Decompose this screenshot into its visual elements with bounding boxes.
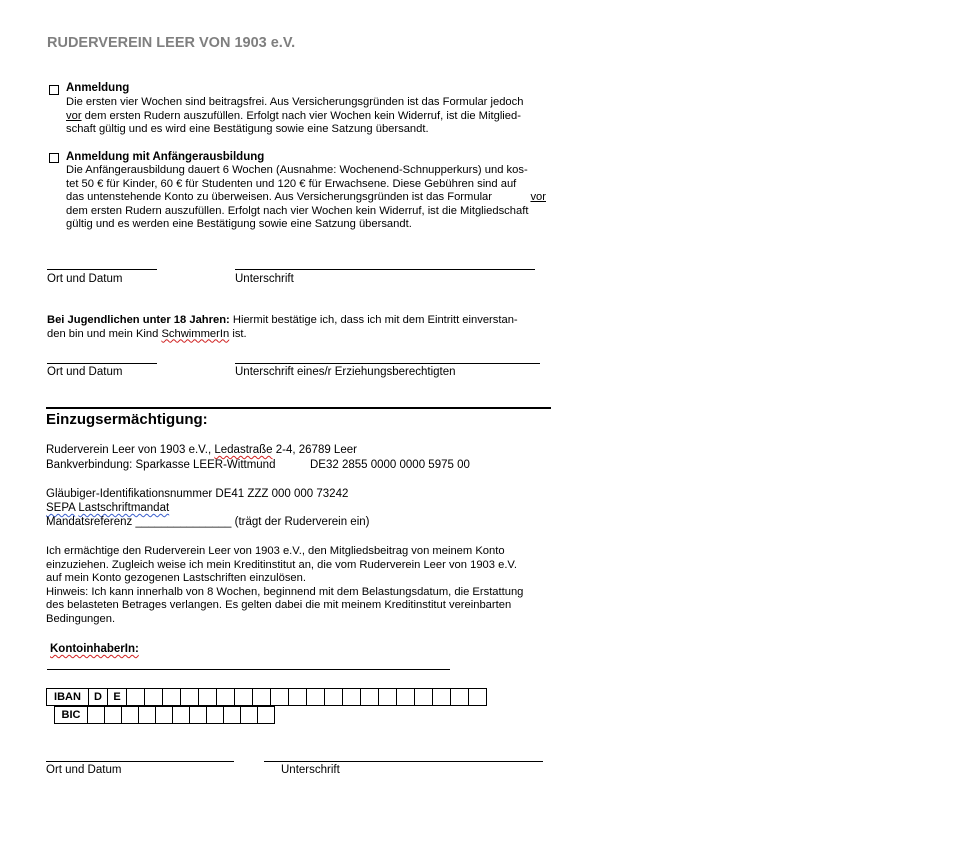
bic-box[interactable] bbox=[122, 707, 139, 723]
club-address: Ruderverein Leer von 1903 e.V., Ledastraße 2-4, 26789 Leer bbox=[46, 444, 357, 456]
account-holder-line[interactable] bbox=[47, 669, 450, 670]
iban-box[interactable] bbox=[307, 689, 325, 705]
bic-box[interactable] bbox=[88, 707, 105, 723]
bic-box[interactable] bbox=[207, 707, 224, 723]
iban-box[interactable] bbox=[343, 689, 361, 705]
iban-box[interactable] bbox=[217, 689, 235, 705]
place-date-line[interactable] bbox=[47, 269, 157, 270]
guardian-signature-line[interactable] bbox=[235, 363, 540, 364]
iban-box[interactable] bbox=[379, 689, 397, 705]
anmeldung-anfaenger-label: Anmeldung mit Anfängerausbildung bbox=[66, 151, 265, 163]
iban-label: IBAN bbox=[47, 689, 89, 705]
mandate-place-date-label: Ort und Datum bbox=[46, 764, 122, 776]
iban-box[interactable] bbox=[415, 689, 433, 705]
account-holder-label: KontoinhaberIn: bbox=[50, 643, 139, 655]
bic-box[interactable] bbox=[156, 707, 173, 723]
bank-connection: Bankverbindung: Sparkasse LEER-Wittmund bbox=[46, 459, 276, 471]
mandate-signature-line[interactable] bbox=[264, 761, 543, 762]
bic-box[interactable] bbox=[258, 707, 275, 723]
bic-box[interactable] bbox=[173, 707, 190, 723]
bic-box[interactable] bbox=[190, 707, 207, 723]
bic-label: BIC bbox=[55, 707, 88, 723]
iban-box[interactable] bbox=[145, 689, 163, 705]
iban-box[interactable] bbox=[397, 689, 415, 705]
iban-box[interactable] bbox=[469, 689, 487, 705]
mandate-heading: Einzugsermächtigung: bbox=[46, 411, 208, 428]
anmeldung-anfaenger-checkbox[interactable] bbox=[49, 153, 59, 163]
iban-box[interactable] bbox=[199, 689, 217, 705]
section-divider bbox=[46, 407, 551, 409]
anmeldung-anfaenger-text: Die Anfängerausbildung dauert 6 Wochen (Ausnahme: Wochenend-Schnupperkurs) und kos- tet 50 € für Kinder, 60 € für Studenten und 120 € für Erwachsene. Diese Gebühren sind auf das untenstehende Konto zu überweisen. Aus Versicherungsgründen ist das Formular vor dem ersten Rudern auszufüllen. Erfolgt nach vier Wochen kein Widerruf, ist die Mitgliedschaft gültig und es werden eine Bestätigung sowie eine Satzung übersandt. bbox=[66, 164, 546, 230]
iban-box[interactable] bbox=[451, 689, 469, 705]
iban-box[interactable] bbox=[181, 689, 199, 705]
iban-box[interactable] bbox=[289, 689, 307, 705]
iban-char-d: D bbox=[89, 689, 108, 705]
mandate-place-date-line[interactable] bbox=[46, 761, 234, 762]
iban-box[interactable] bbox=[433, 689, 451, 705]
signature-line[interactable] bbox=[235, 269, 535, 270]
anmeldung-checkbox[interactable] bbox=[49, 85, 59, 95]
iban-grid[interactable] bbox=[46, 688, 487, 706]
iban-box[interactable] bbox=[253, 689, 271, 705]
club-iban: DE32 2855 0000 0000 5975 00 bbox=[310, 459, 470, 471]
bic-box[interactable] bbox=[105, 707, 122, 723]
bic-box[interactable] bbox=[139, 707, 156, 723]
iban-box[interactable] bbox=[325, 689, 343, 705]
guardian-place-date-label: Ort und Datum bbox=[47, 366, 123, 378]
bic-grid[interactable] bbox=[54, 706, 275, 724]
anmeldung-label: Anmeldung bbox=[66, 82, 130, 94]
minors-consent-text: Bei Jugendlichen unter 18 Jahren: Hiermit bestätige ich, dass ich mit dem Eintritt einverstan- den bin und mein Kind SchwimmerIn ist. bbox=[47, 314, 518, 340]
iban-box[interactable] bbox=[271, 689, 289, 705]
mandate-signature-label: Unterschrift bbox=[281, 764, 340, 776]
iban-box[interactable] bbox=[361, 689, 379, 705]
guardian-signature-label: Unterschrift eines/r Erziehungsberechtigten bbox=[235, 366, 456, 378]
place-date-label: Ort und Datum bbox=[47, 273, 123, 285]
bic-box[interactable] bbox=[241, 707, 258, 723]
iban-box[interactable] bbox=[163, 689, 181, 705]
iban-char-e: E bbox=[108, 689, 127, 705]
guardian-place-date-line[interactable] bbox=[47, 363, 157, 364]
creditor-id: Gläubiger-Identifikationsnummer DE41 ZZZ 000 000 73242 bbox=[46, 488, 349, 500]
club-title: RUDERVEREIN LEER VON 1903 e.V. bbox=[47, 35, 296, 51]
signature-label: Unterschrift bbox=[235, 273, 294, 285]
mandate-text: Ich ermächtige den Ruderverein Leer von 1903 e.V., den Mitgliedsbeitrag von meinem Konto einzuziehen. Zugleich weise ich mein Kreditinstitut an, die vom Ruderverein Leer von 1903 e.V. auf mein Konto gezogenen Lastschriften einzulösen. Hinweis: Ich kann innerhalb von 8 Wochen, beginnend mit dem Belastungsdatum, die Erstattung des belasteten Betrages verlangen. Es gelten dabei die mit meinem Kreditinstitut vereinbarten Bedingungen. bbox=[46, 545, 524, 625]
anmeldung-text: Die ersten vier Wochen sind beitragsfrei. Aus Versicherungsgründen ist das Formular jedoch vor dem ersten Rudern auszufüllen. Erfolgt nach vier Wochen kein Widerruf, ist die Mitglied- schaft gültig und es wird eine Bestätigung sowie eine Satzung übersandt. bbox=[66, 96, 524, 135]
sepa-mandate-title: SEPA Lastschriftmandat bbox=[46, 502, 170, 514]
iban-box[interactable] bbox=[127, 689, 145, 705]
mandate-reference: Mandatsreferenz _______________ (trägt der Ruderverein ein) bbox=[46, 516, 370, 528]
iban-box[interactable] bbox=[235, 689, 253, 705]
bic-box[interactable] bbox=[224, 707, 241, 723]
